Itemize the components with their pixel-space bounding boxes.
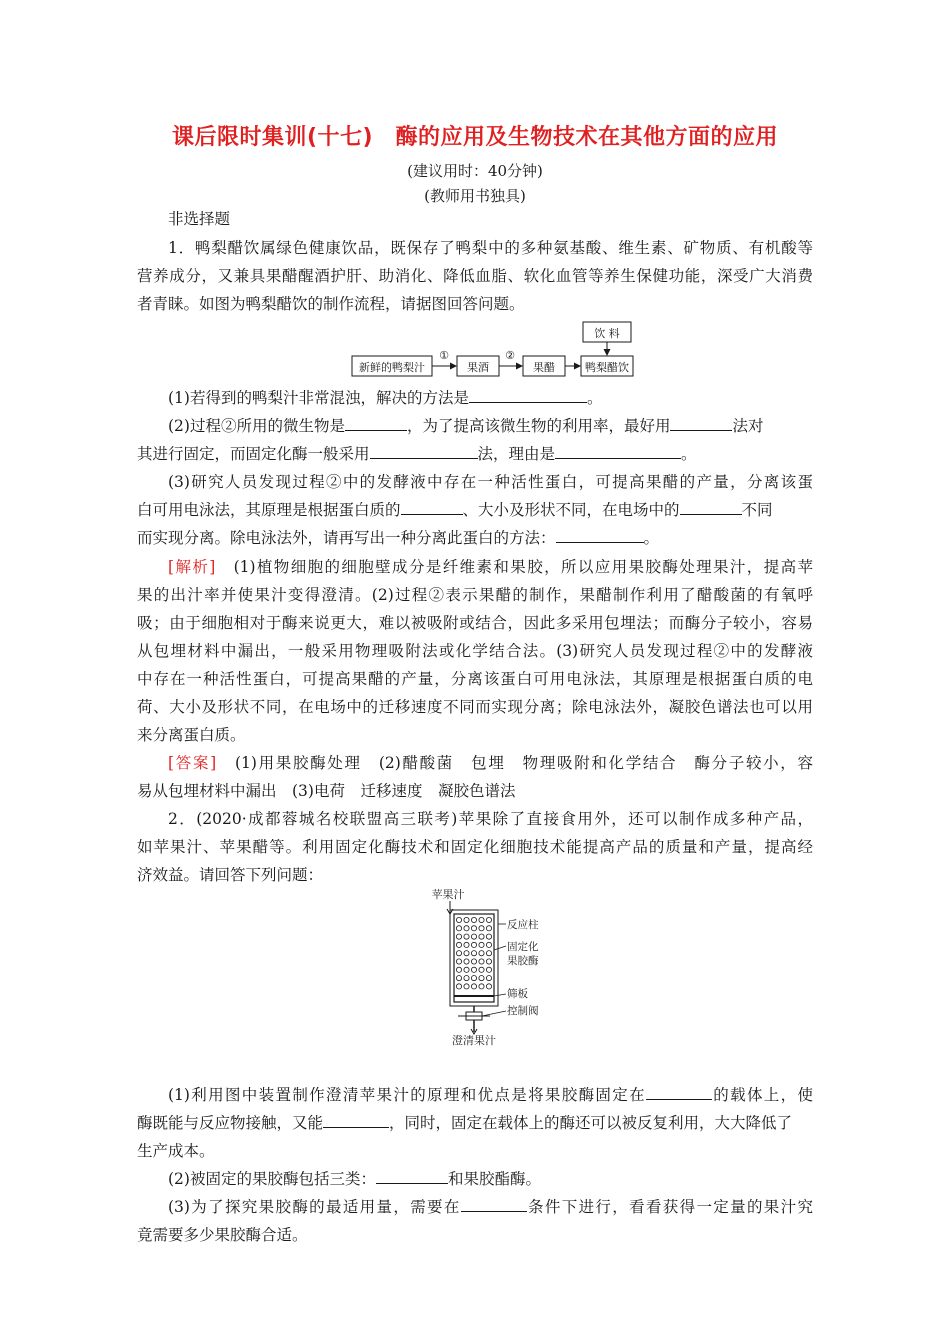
answer-line: 易从包埋材料中漏出 (3)电荷 迁移速度 凝胶色谱法: [137, 782, 516, 800]
enzyme-bead: [456, 926, 461, 931]
reactor-figure: [420, 884, 560, 1046]
answer-line: [答案] (1)用果胶酶处理 (2)醋酸菌 包埋 物理吸附和化学结合 酶分子较小，容: [168, 754, 813, 772]
flow-box-beverage-label: 饮 料: [594, 327, 620, 340]
enzyme-bead: [479, 942, 484, 947]
enzyme-bead: [464, 926, 469, 931]
enzyme-bead: [471, 942, 476, 947]
enzyme-bead: [479, 967, 484, 972]
enzyme-bead: [456, 942, 461, 947]
answer-blank: [461, 1197, 527, 1212]
figure-label-sieve: 筛板: [507, 988, 528, 1000]
answer-blank: [401, 500, 463, 515]
answer-blank: [555, 444, 681, 459]
enzyme-bead: [486, 942, 491, 947]
q1-stem-line: 者青睐。如图为鸭梨醋饮的制作流程，请据图回答问题。: [137, 295, 525, 313]
analysis-line: [解析] (1)植物细胞的细胞壁成分是纤维素和果胶，所以应用果胶酶处理果汁，提高苹: [168, 558, 813, 576]
enzyme-bead: [479, 959, 484, 964]
enzyme-bead: [479, 976, 484, 981]
enzyme-bead: [479, 984, 484, 989]
enzyme-bead: [456, 976, 461, 981]
enzyme-bead: [486, 967, 491, 972]
reaction-column-outer: [450, 910, 498, 1006]
answer-blank: [370, 444, 478, 459]
flow-step-2: ②: [505, 349, 515, 362]
enzyme-bead: [486, 976, 491, 981]
enzyme-bead: [464, 934, 469, 939]
q2-stem-line: 如苹果汁、苹果醋等。利用固定化酶技术和固定化细胞技术能提高产品的质量和产量，提高经: [137, 838, 813, 856]
enzyme-bead: [471, 984, 476, 989]
answer-blank: [323, 1113, 389, 1128]
answer-blank: [646, 1085, 712, 1100]
figure-label-apple-juice: 苹果汁: [431, 888, 465, 901]
enzyme-bead: [479, 917, 484, 922]
suggested-time: (建议用时：40分钟): [407, 162, 543, 180]
enzyme-bead: [464, 959, 469, 964]
analysis-tag: [解析]: [168, 558, 216, 576]
figure-label-enzyme-b: 果胶酶: [507, 955, 539, 967]
enzyme-bead: [456, 967, 461, 972]
flow-diagram: [350, 318, 640, 380]
q1-part3-cont: 白可用电泳法，其原理是根据蛋白质的 、大小及形状不同，在电场中的 不同: [137, 501, 773, 519]
teacher-note: (教师用书独具): [424, 187, 526, 205]
enzyme-bead: [456, 951, 461, 956]
q2-part1: (1)利用图中装置制作澄清苹果汁的原理和优点是将果胶酶固定在 的载体上，使: [168, 1086, 813, 1104]
q2-part3-cont: 竟需要多少果胶酶合适。: [137, 1226, 308, 1244]
enzyme-bead: [456, 959, 461, 964]
answer-tag: [答案]: [168, 754, 217, 772]
q1-stem-line: 营养成分，又兼具果醋醒酒护肝、助消化、降低血脂、软化血管等养生保健功能，深受广大消费: [137, 267, 813, 285]
enzyme-bead: [471, 959, 476, 964]
page-title: 课后限时集训(十七) 酶的应用及生物技术在其他方面的应用: [171, 125, 779, 150]
analysis-line: 从包埋材料中漏出，一般采用物理吸附法或化学结合法。(3)研究人员发现过程②中的发酵液: [137, 642, 813, 660]
answer-blank: [680, 500, 742, 515]
answer-blank: [670, 416, 732, 431]
q1-part3-cont: 而实现分离。除电泳法外，请再写出一种分离此蛋白的方法： 。: [137, 529, 660, 547]
enzyme-bead: [471, 926, 476, 931]
enzyme-bead: [464, 984, 469, 989]
enzyme-bead: [486, 984, 491, 989]
q1-part1: (1)若得到的鸭梨汁非常混浊，解决的方法是 。: [168, 389, 603, 407]
enzyme-bead: [471, 976, 476, 981]
figure-label-column: 反应柱: [507, 919, 539, 931]
enzyme-bead: [471, 917, 476, 922]
enzyme-bead: [471, 934, 476, 939]
figure-label-clear-juice: 澄清果汁: [452, 1034, 496, 1046]
q2-part1-cont: 酶既能与反应物接触，又能 ，同时，固定在载体上的酶还可以被反复利用，大大降低了: [137, 1114, 793, 1132]
q2-part2: (2)被固定的果胶酶包括三类： 和果胶酯酶。: [168, 1170, 541, 1188]
enzyme-bead: [486, 934, 491, 939]
answer-blank: [376, 1169, 448, 1184]
enzyme-bead: [471, 951, 476, 956]
enzyme-bead: [464, 951, 469, 956]
figure-label-valve: 控制阀: [507, 1005, 539, 1017]
section-heading: 非选择题: [168, 210, 231, 228]
enzyme-bead: [464, 917, 469, 922]
q2-stem-line: 2．(2020·成都蓉城名校联盟高三联考)苹果除了直接食用外，还可以制作成多种产品，: [168, 810, 813, 828]
enzyme-bead: [471, 967, 476, 972]
enzyme-bead: [456, 934, 461, 939]
immobilized-enzyme-beads: [456, 917, 491, 989]
q2-part1-cont: 生产成本。: [137, 1142, 215, 1160]
enzyme-bead: [486, 951, 491, 956]
figure-label-enzyme-a: 固定化: [507, 941, 539, 953]
enzyme-bead: [464, 942, 469, 947]
q2-part3: (3)为了探究果胶酶的最适用量，需要在 条件下进行，看看获得一定量的果汁究: [168, 1198, 813, 1216]
enzyme-bead: [486, 917, 491, 922]
flow-box-juice-label: 新鲜的鸭梨汁: [359, 361, 425, 374]
analysis-line: 吸；由于细胞相对于酶来说更大，难以被吸附或结合，因此多采用包埋法；而酶分子较小，容易: [137, 614, 813, 632]
flow-box-vinegar-label: 果醋: [533, 361, 555, 374]
q1-stem-line: 1．鸭梨醋饮属绿色健康饮品，既保存了鸭梨中的多种氨基酸、维生素、矿物质、有机酸等: [168, 239, 813, 257]
analysis-line: 果的出汁率并使果汁变得澄清。(2)过程②表示果醋的制作，果醋制作利用了醋酸菌的有氧呼: [137, 586, 813, 604]
answer-blank: [556, 528, 644, 543]
answer-blank: [469, 388, 587, 403]
enzyme-bead: [486, 926, 491, 931]
q1-part2-cont: 其进行固定，而固定化酶一般采用 法，理由是 。: [137, 445, 697, 463]
flow-box-drink-label: 鸭梨醋饮: [585, 361, 629, 374]
analysis-line: 荷、大小及形状不同，在电场中的迁移速度不同而实现分离；除电泳法外，凝胶色谱法也可以用: [137, 698, 813, 716]
enzyme-bead: [464, 967, 469, 972]
answer-blank: [345, 416, 407, 431]
enzyme-bead: [479, 934, 484, 939]
q2-stem-line: 济效益。请回答下列问题：: [137, 866, 324, 884]
enzyme-bead: [486, 959, 491, 964]
q1-part3: (3)研究人员发现过程②中的发酵液中存在一种活性蛋白，可提高果醋的产量，分离该蛋: [168, 473, 813, 491]
enzyme-bead: [464, 976, 469, 981]
enzyme-bead: [456, 984, 461, 989]
analysis-line: 来分离蛋白质。: [137, 726, 246, 744]
enzyme-bead: [456, 917, 461, 922]
enzyme-bead: [479, 951, 484, 956]
flow-box-wine-label: 果酒: [467, 361, 489, 374]
enzyme-bead: [479, 926, 484, 931]
analysis-line: 中存在一种活性蛋白，可提高果醋的产量，分离该蛋白可用电泳法，其原理是根据蛋白质的电: [137, 670, 813, 688]
q1-part2: (2)过程②所用的微生物是 ，为了提高该微生物的利用率，最好用 法对: [168, 417, 764, 435]
flow-step-1: ①: [439, 349, 449, 362]
